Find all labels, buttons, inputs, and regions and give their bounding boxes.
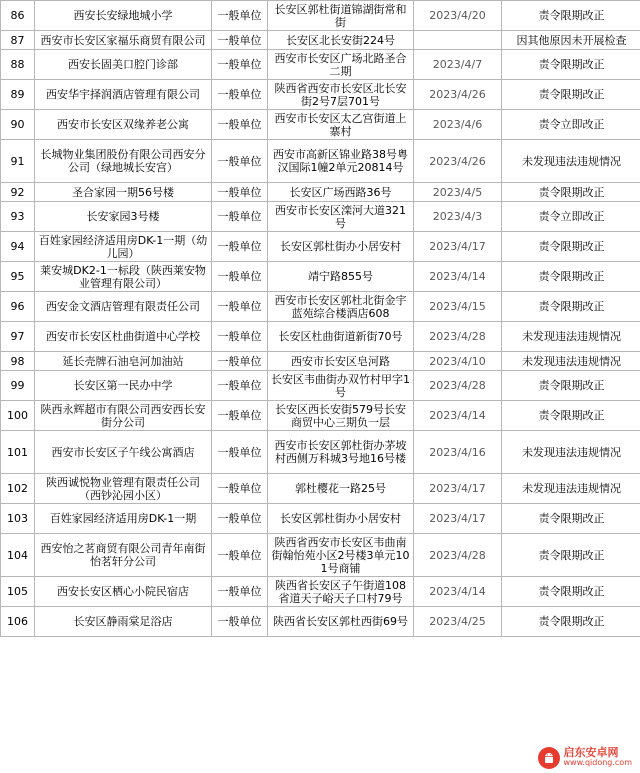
unit-type: 一般单位 (212, 80, 268, 110)
table-row (1, 140, 640, 183)
table-row (1, 534, 640, 577)
inspection-date: 2023/4/16 (414, 431, 502, 474)
table-row (1, 31, 640, 50)
unit-name: 西安华宇择润酒店管理有限公司 (35, 80, 212, 110)
table-row (1, 401, 640, 431)
inspection-date: 2023/4/14 (414, 262, 502, 292)
unit-type: 一般单位 (212, 202, 268, 232)
unit-type: 一般单位 (212, 232, 268, 262)
inspection-date: 2023/4/14 (414, 401, 502, 431)
table-row (1, 50, 640, 80)
inspection-result: 责令限期改正 (502, 1, 640, 31)
unit-name: 西安市长安区家福乐商贸有限公司 (35, 31, 212, 50)
unit-type: 一般单位 (212, 401, 268, 431)
inspection-date: 2023/4/26 (414, 80, 502, 110)
table-row (1, 322, 640, 352)
unit-type: 一般单位 (212, 110, 268, 140)
row-number: 103 (1, 504, 35, 534)
unit-address: 长安区郭杜街道锦湖街常和街 (268, 1, 414, 31)
inspection-date: 2023/4/25 (414, 607, 502, 637)
row-number: 100 (1, 401, 35, 431)
unit-address: 陕西省西安市长安区北长安街2号7层701号 (268, 80, 414, 110)
unit-type: 一般单位 (212, 183, 268, 202)
inspection-date: 2023/4/10 (414, 352, 502, 371)
unit-address: 郭杜樱花一路25号 (268, 474, 414, 504)
table-row (1, 607, 640, 637)
inspection-result: 责令限期改正 (502, 504, 640, 534)
unit-name: 西安长固美口腔门诊部 (35, 50, 212, 80)
inspection-result: 责令限期改正 (502, 80, 640, 110)
unit-address: 陕西省长安区郭杜西街69号 (268, 607, 414, 637)
inspection-result: 未发现违法违规情况 (502, 431, 640, 474)
row-number: 90 (1, 110, 35, 140)
row-number: 97 (1, 322, 35, 352)
watermark (534, 745, 637, 771)
inspection-date: 2023/4/26 (414, 140, 502, 183)
table-row (1, 474, 640, 504)
inspection-result: 责令限期改正 (502, 262, 640, 292)
inspection-date: 2023/4/17 (414, 232, 502, 262)
table-row (1, 232, 640, 262)
row-number: 106 (1, 607, 35, 637)
watermark-url: www.qidong.com (563, 758, 632, 767)
inspection-date: 2023/4/17 (414, 474, 502, 504)
inspection-result: 未发现违法违规情况 (502, 322, 640, 352)
unit-name: 百姓家园经济适用房DK-1一期 (35, 504, 212, 534)
unit-name: 西安怡之茗商贸有限公司青年南街怡茗轩分公司 (35, 534, 212, 577)
unit-address: 长安区郭杜街办小居安村 (268, 504, 414, 534)
unit-address: 西安市长安区皂河路 (268, 352, 414, 371)
unit-name: 西安市长安区杜曲街道中心学校 (35, 322, 212, 352)
inspection-result: 责令限期改正 (502, 607, 640, 637)
unit-name: 长城物业集团股份有限公司西安分公司（绿地城长安宫） (35, 140, 212, 183)
unit-type: 一般单位 (212, 1, 268, 31)
row-number: 99 (1, 371, 35, 401)
table-row (1, 577, 640, 607)
row-number: 95 (1, 262, 35, 292)
unit-address: 西安市长安区郭杜北街金宇蓝苑综合楼酒店608 (268, 292, 414, 322)
inspection-result: 未发现违法违规情况 (502, 140, 640, 183)
unit-name: 延长壳牌石油皂河加油站 (35, 352, 212, 371)
table-row (1, 110, 640, 140)
inspection-date: 2023/4/17 (414, 504, 502, 534)
row-number: 104 (1, 534, 35, 577)
row-number: 86 (1, 1, 35, 31)
unit-name: 长安区静雨棠足浴店 (35, 607, 212, 637)
unit-type: 一般单位 (212, 474, 268, 504)
inspection-result: 未发现违法违规情况 (502, 474, 640, 504)
inspection-date: 2023/4/20 (414, 1, 502, 31)
unit-name: 西安长安绿地城小学 (35, 1, 212, 31)
unit-address: 长安区韦曲街办双竹村甲字1号 (268, 371, 414, 401)
inspection-result: 责令立即改正 (502, 110, 640, 140)
table-row (1, 202, 640, 232)
row-number: 94 (1, 232, 35, 262)
unit-name: 长安家园3号楼 (35, 202, 212, 232)
unit-address: 西安市长安区广场北路圣合二期 (268, 50, 414, 80)
unit-address: 长安区广场西路36号 (268, 183, 414, 202)
unit-name: 西安市长安区双缘养老公寓 (35, 110, 212, 140)
table-body (1, 1, 640, 637)
inspection-date: 2023/4/28 (414, 534, 502, 577)
unit-name: 莱安城DK2-1一标段（陕西莱安物业管理有限公司） (35, 262, 212, 292)
unit-address: 长安区北长安街224号 (268, 31, 414, 50)
unit-address: 西安市长安区滦河大道321号 (268, 202, 414, 232)
unit-type: 一般单位 (212, 504, 268, 534)
row-number: 89 (1, 80, 35, 110)
unit-type: 一般单位 (212, 371, 268, 401)
row-number: 92 (1, 183, 35, 202)
row-number: 87 (1, 31, 35, 50)
inspection-result: 责令限期改正 (502, 183, 640, 202)
unit-name: 陕西诚悦物业管理有限责任公司（西钞沁园小区） (35, 474, 212, 504)
unit-name: 百姓家园经济适用房DK-1一期（幼儿园） (35, 232, 212, 262)
inspection-date: 2023/4/3 (414, 202, 502, 232)
unit-address: 长安区郭杜街办小居安村 (268, 232, 414, 262)
unit-name: 长安区第一民办中学 (35, 371, 212, 401)
unit-type: 一般单位 (212, 534, 268, 577)
unit-address: 长安区西长安街579号长安商贸中心三期负一层 (268, 401, 414, 431)
inspection-result: 责令限期改正 (502, 50, 640, 80)
row-number: 102 (1, 474, 35, 504)
inspection-result: 责令限期改正 (502, 577, 640, 607)
unit-type: 一般单位 (212, 262, 268, 292)
row-number: 88 (1, 50, 35, 80)
unit-type: 一般单位 (212, 577, 268, 607)
inspection-date: 2023/4/14 (414, 577, 502, 607)
table-row (1, 80, 640, 110)
unit-type: 一般单位 (212, 607, 268, 637)
table-row (1, 371, 640, 401)
inspection-date: 2023/4/28 (414, 322, 502, 352)
unit-type: 一般单位 (212, 31, 268, 50)
unit-name: 西安长安区栖心小院民宿店 (35, 577, 212, 607)
inspection-date: 2023/4/28 (414, 371, 502, 401)
unit-address: 长安区杜曲街道新街70号 (268, 322, 414, 352)
table-row (1, 431, 640, 474)
inspection-date: 2023/4/5 (414, 183, 502, 202)
table-row (1, 262, 640, 292)
inspection-result: 责令立即改正 (502, 202, 640, 232)
unit-address: 西安市长安区郭杜街办茅坡村西侧万科城3号地16号楼 (268, 431, 414, 474)
unit-address: 西安市长安区太乙宫街道上寨村 (268, 110, 414, 140)
table-row (1, 1, 640, 31)
android-logo-icon (538, 747, 560, 769)
unit-type: 一般单位 (212, 50, 268, 80)
inspection-result: 未发现违法违规情况 (502, 352, 640, 371)
inspection-date: 2023/4/15 (414, 292, 502, 322)
unit-address: 靖宁路855号 (268, 262, 414, 292)
row-number: 91 (1, 140, 35, 183)
row-number: 93 (1, 202, 35, 232)
unit-address: 陕西省长安区子午街道108省道天子峪天子口村79号 (268, 577, 414, 607)
table-row (1, 352, 640, 371)
inspection-result: 责令限期改正 (502, 371, 640, 401)
inspection-result: 责令限期改正 (502, 292, 640, 322)
unit-type: 一般单位 (212, 292, 268, 322)
row-number: 98 (1, 352, 35, 371)
unit-name: 西安市长安区子午线公寓酒店 (35, 431, 212, 474)
unit-type: 一般单位 (212, 431, 268, 474)
inspection-result: 责令限期改正 (502, 232, 640, 262)
unit-type: 一般单位 (212, 352, 268, 371)
row-number: 105 (1, 577, 35, 607)
inspection-date: 2023/4/6 (414, 110, 502, 140)
unit-name: 陕西永辉超市有限公司西安西长安街分公司 (35, 401, 212, 431)
table-row (1, 504, 640, 534)
row-number: 101 (1, 431, 35, 474)
row-number: 96 (1, 292, 35, 322)
unit-name: 圣合家园一期56号楼 (35, 183, 212, 202)
inspection-result: 因其他原因未开展检查 (502, 31, 640, 50)
unit-address: 西安市高新区锦业路38号粤汉国际1幢2单元20814号 (268, 140, 414, 183)
unit-type: 一般单位 (212, 322, 268, 352)
unit-address: 陕西省西安市长安区韦曲南街翰怡苑小区2号楼3单元101号商铺 (268, 534, 414, 577)
inspection-date: 2023/4/7 (414, 50, 502, 80)
inspection-result: 责令限期改正 (502, 401, 640, 431)
unit-type: 一般单位 (212, 140, 268, 183)
inspection-date (414, 31, 502, 50)
watermark-name: 启东安卓网 (563, 746, 619, 759)
table-row (1, 183, 640, 202)
unit-name: 西安金文酒店管理有限责任公司 (35, 292, 212, 322)
table-row (1, 292, 640, 322)
inspection-result: 责令限期改正 (502, 534, 640, 577)
